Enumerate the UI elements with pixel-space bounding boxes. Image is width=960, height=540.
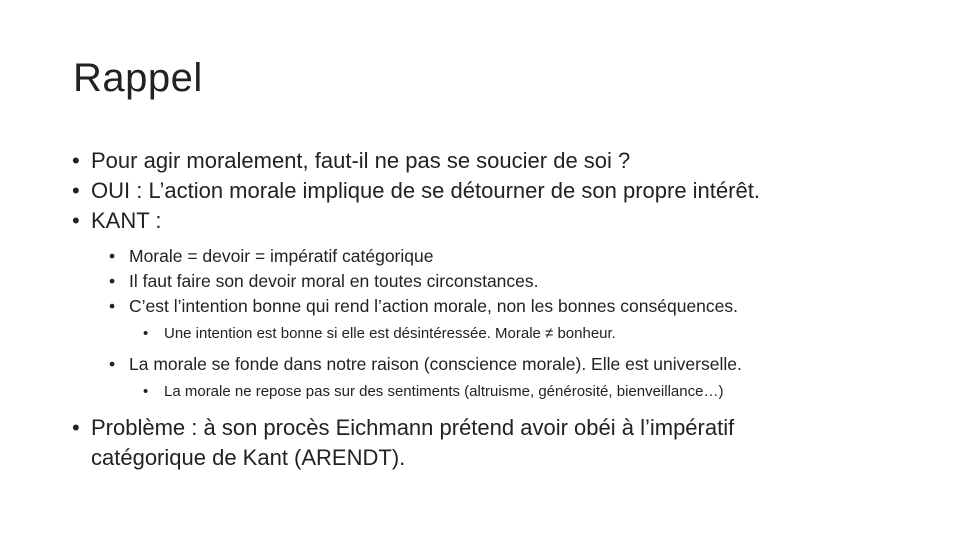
list-item-text: La morale se fonde dans notre raison (conscience morale). Elle est universelle. xyxy=(129,354,742,374)
bullet-dot-icon: • xyxy=(72,148,80,173)
bullet-dot-icon: • xyxy=(72,415,80,440)
list-item-text: KANT : xyxy=(91,208,162,233)
list-item-text: Il faut faire son devoir moral en toutes circonstances. xyxy=(129,271,539,291)
bullet-dot-icon: • xyxy=(143,325,149,342)
sub-list-item xyxy=(72,269,932,294)
list-item xyxy=(72,146,932,176)
bullet-dot-icon: • xyxy=(72,208,80,233)
list-item-text: C’est l’intention bonne qui rend l’action morale, non les bonnes conséquences. xyxy=(129,296,739,316)
list-item-text: Problème : à son procès Eichmann prétend avoir obéi à l’impératif catégorique de Kant (ARENDT). xyxy=(91,415,735,470)
bullet-dot-icon: • xyxy=(109,354,116,374)
list-item-text: Pour agir moralement, faut-il ne pas se soucier de soi ? xyxy=(91,148,631,173)
slide-title: Rappel xyxy=(73,56,203,100)
list-item-text: La morale ne repose pas sur des sentiments (altruisme, générosité, bienveillance…) xyxy=(164,383,724,400)
list-item-text: Une intention est bonne si elle est désintéressée. Morale ≠ bonheur. xyxy=(164,325,616,342)
sub-list-item xyxy=(72,244,932,269)
bullet-dot-icon: • xyxy=(109,296,116,316)
bullet-dot-icon: • xyxy=(109,271,116,291)
list-item xyxy=(72,413,831,473)
sub-list-item xyxy=(72,294,932,319)
bullet-dot-icon: • xyxy=(72,178,80,203)
bullet-list xyxy=(72,146,932,473)
bullet-dot-icon: • xyxy=(109,246,116,266)
list-item-text: OUI : L’action morale implique de se détourner de son propre intérêt. xyxy=(91,178,760,203)
list-item xyxy=(72,206,932,236)
sub-list-item xyxy=(72,352,932,377)
list-item-text: Morale = devoir = impératif catégorique xyxy=(129,246,434,266)
sub-sub-list-item xyxy=(72,323,932,345)
sub-sub-list-item xyxy=(72,381,932,403)
bullet-dot-icon: • xyxy=(143,383,149,400)
list-item xyxy=(72,176,932,206)
